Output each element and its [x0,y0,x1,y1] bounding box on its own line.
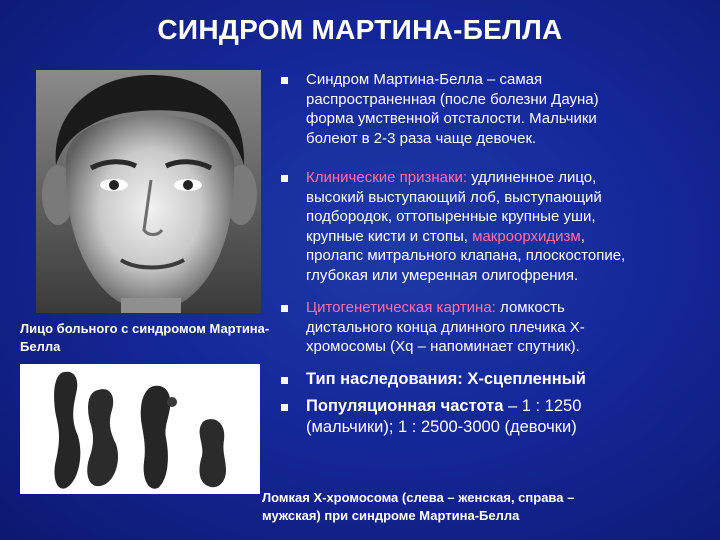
chromosome-caption: Ломкая Х-хромосома (слева – женская, справа – мужская) при синдроме Мартина-Белла [262,490,575,523]
bullet-square-icon [281,305,288,312]
inheritance-type-text: Тип наследования: Х-сцепленный [306,370,586,388]
bullet-square-icon [281,77,288,84]
population-frequency-text: – 1 : 1250 (мальчики); 1 : 2500-3000 (девочки) [306,397,582,436]
bullet-text [306,298,696,357]
population-frequency-label: Популяционная частота [306,397,504,415]
clinical-signs-text-b: , пролапс митрального клапана, плоскостопие, глубокая или умеренная олигофрения. [306,227,626,284]
bullet-text [306,396,696,438]
bullet-text: Синдром Мартина-Белла – самая распространенная (после болезни Дауна) форма умственной отсталости. Мальчики болеют в 2-3 раза чаще девочек. [306,71,599,147]
bullet-square-icon [281,404,288,411]
bullet-text [306,168,696,286]
clinical-signs-label: Клинические признаки: [306,169,468,186]
patient-face-image [36,70,261,313]
cytogenetics-text: ломкость дистального конца длинного плечика Х- хромосомы (Xq – напоминает спутник). [306,299,585,356]
fragile-x-chromosome-image [20,364,260,494]
patient-face-photo [36,70,261,313]
chromosomes-image [20,364,260,494]
slide-title: СИНДРОМ МАРТИНА-БЕЛЛА [157,14,563,45]
clinical-signs-text-a: удлиненное лицо, высокий выступающий лоб, выступающий подбородок, оттопыренные крупные уши, крупные кисти и стопы, [306,169,602,245]
photo-caption: Лицо больного с синдромом Мартина-Белла [20,321,270,354]
macroorchidism-term: макроорхидизм [472,227,581,245]
cytogenetics-label: Цитогенетическая картина: [306,299,496,316]
bullet-square-icon [281,377,288,384]
bullet-square-icon [281,175,288,182]
